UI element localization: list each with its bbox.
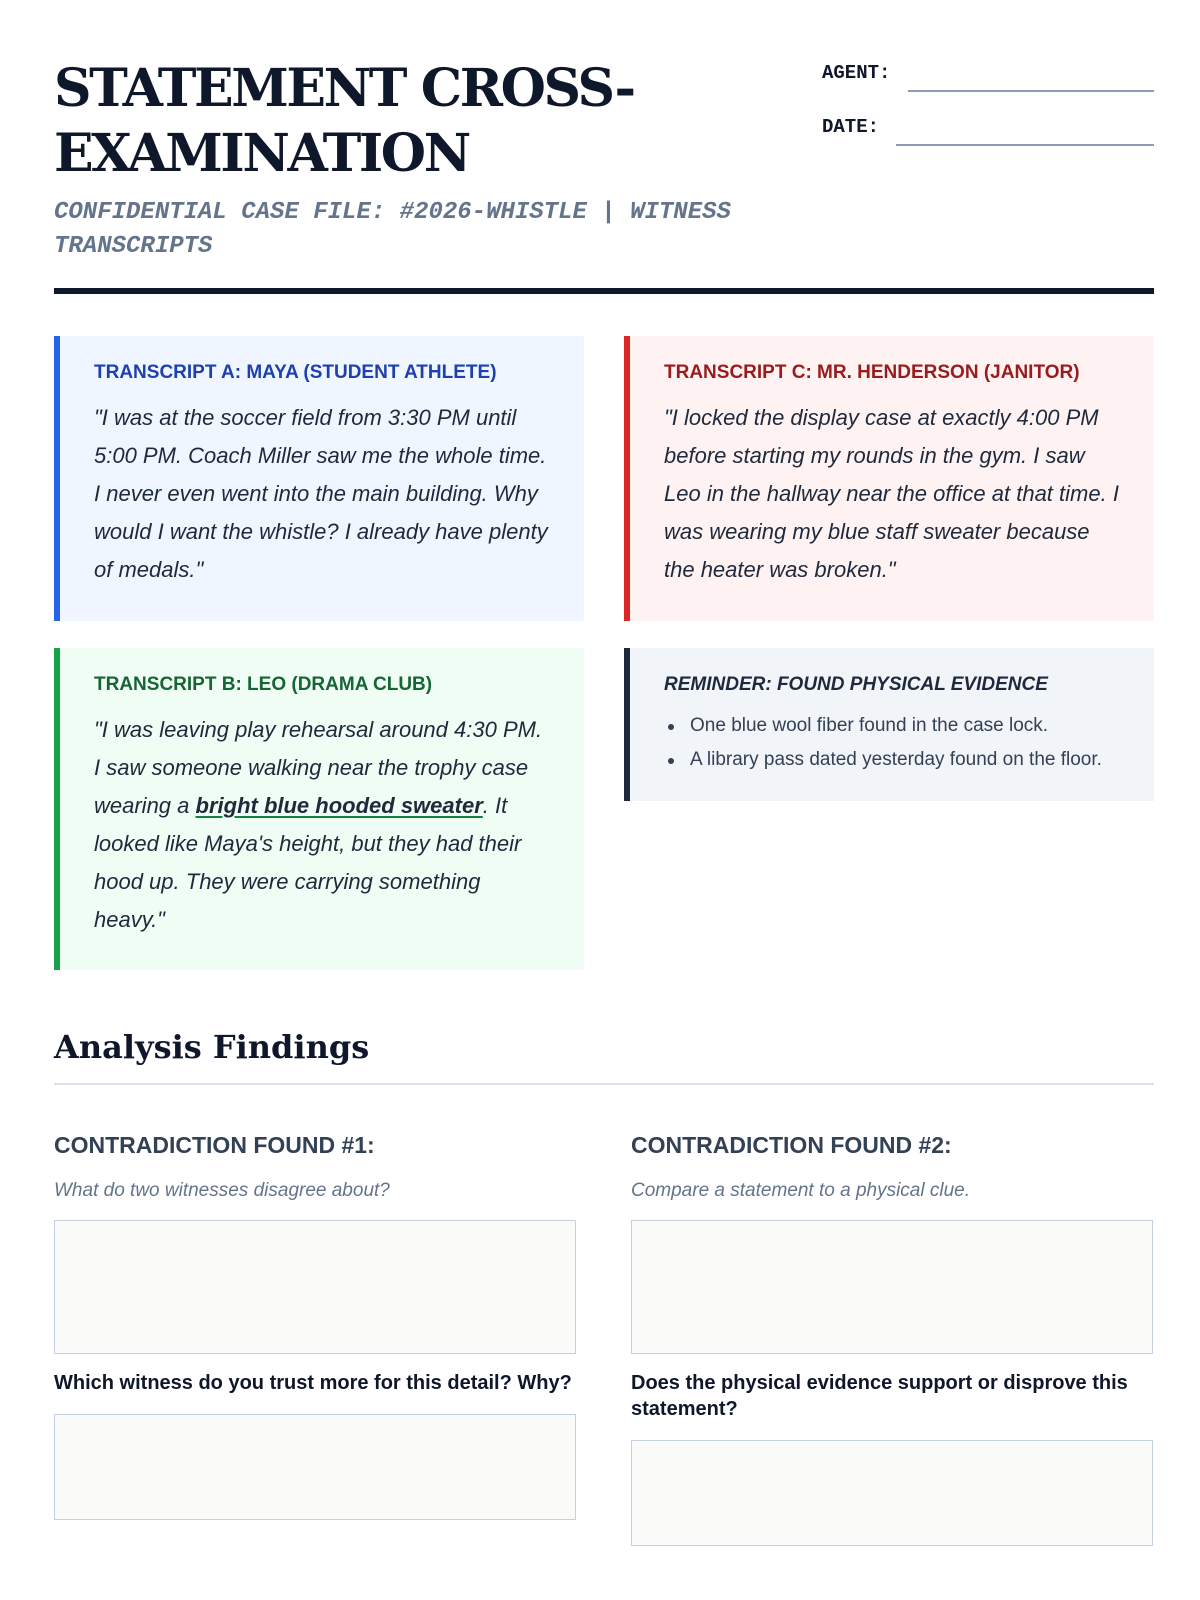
transcript-b-card xyxy=(54,648,584,970)
contradiction-1-heading: CONTRADICTION FOUND #1: xyxy=(54,1132,375,1158)
contradiction-2-section xyxy=(631,1130,1153,1546)
contradiction-1-question: Which witness do you trust more for this detail? Why? xyxy=(54,1372,572,1394)
transcript-a-card xyxy=(54,336,584,621)
agent-date-fields xyxy=(822,56,1154,164)
transcript-c-title: TRANSCRIPT C: MR. HENDERSON (JANITOR) xyxy=(664,362,1080,383)
analysis-divider xyxy=(54,1083,1154,1085)
date-label: DATE: xyxy=(822,116,880,138)
agent-label: AGENT: xyxy=(822,62,891,84)
transcript-c-card xyxy=(624,336,1154,621)
agent-input-line[interactable] xyxy=(908,90,1154,92)
analysis-title: Analysis Findings xyxy=(54,1028,370,1066)
date-field xyxy=(822,110,1154,150)
contradiction-2-answer-box[interactable] xyxy=(631,1220,1153,1354)
evidence-reminder-card xyxy=(624,648,1154,801)
date-input-line[interactable] xyxy=(896,144,1154,146)
header-divider xyxy=(54,288,1154,294)
header xyxy=(54,56,1154,296)
transcript-b-highlight: bright blue hooded sweater xyxy=(195,793,483,818)
transcript-a-quote: "I was at the soccer field from 3:30 PM until 5:00 PM. Coach Miller saw me the whole time. I never even went into the main building. Why would I want the whistle? I already have plenty of medals." xyxy=(94,405,548,582)
contradiction-2-question-answer-box[interactable] xyxy=(631,1440,1153,1546)
transcript-b-quote xyxy=(94,711,554,939)
evidence-item: A library pass dated yesterday found on the floor. xyxy=(664,743,1124,777)
transcript-a-title: TRANSCRIPT A: MAYA (STUDENT ATHLETE) xyxy=(94,362,497,383)
transcript-b-quote-start: "I was leaving play rehearsal around 4:30 PM. I saw someone walking near the trophy case wearing a xyxy=(94,717,543,818)
transcript-b-quote-end: . It looked like Maya's height, but they had their hood up. They were carrying something heavy." xyxy=(94,793,522,932)
page-title: STATEMENT CROSS-EXAMINATION xyxy=(54,58,634,184)
contradiction-1-answer-box[interactable] xyxy=(54,1220,576,1354)
transcript-c-quote: "I locked the display case at exactly 4:00 PM before starting my rounds in the gym. I saw Leo in the hallway near the office at that time. I was wearing my blue staff sweater because the heater was broken." xyxy=(664,405,1119,582)
contradiction-1-question-answer-box[interactable] xyxy=(54,1414,576,1520)
contradiction-2-heading: CONTRADICTION FOUND #2: xyxy=(631,1132,952,1158)
contradiction-1-hint: What do two witnesses disagree about? xyxy=(54,1180,390,1201)
contradiction-1-section xyxy=(54,1130,576,1520)
agent-field xyxy=(822,56,1154,96)
transcript-b-title: TRANSCRIPT B: LEO (DRAMA CLUB) xyxy=(94,674,433,695)
evidence-reminder-title: REMINDER: FOUND PHYSICAL EVIDENCE xyxy=(664,674,1048,695)
evidence-list xyxy=(664,709,1124,777)
page-subtitle: CONFIDENTIAL CASE FILE: #2026-WHISTLE | WITNESS TRANSCRIPTS xyxy=(54,199,731,260)
worksheet-page xyxy=(54,0,1154,1600)
contradiction-2-hint: Compare a statement to a physical clue. xyxy=(631,1180,971,1201)
contradiction-2-question: Does the physical evidence support or disprove this statement? xyxy=(631,1372,1128,1420)
evidence-item: One blue wool fiber found in the case lock. xyxy=(664,709,1124,743)
